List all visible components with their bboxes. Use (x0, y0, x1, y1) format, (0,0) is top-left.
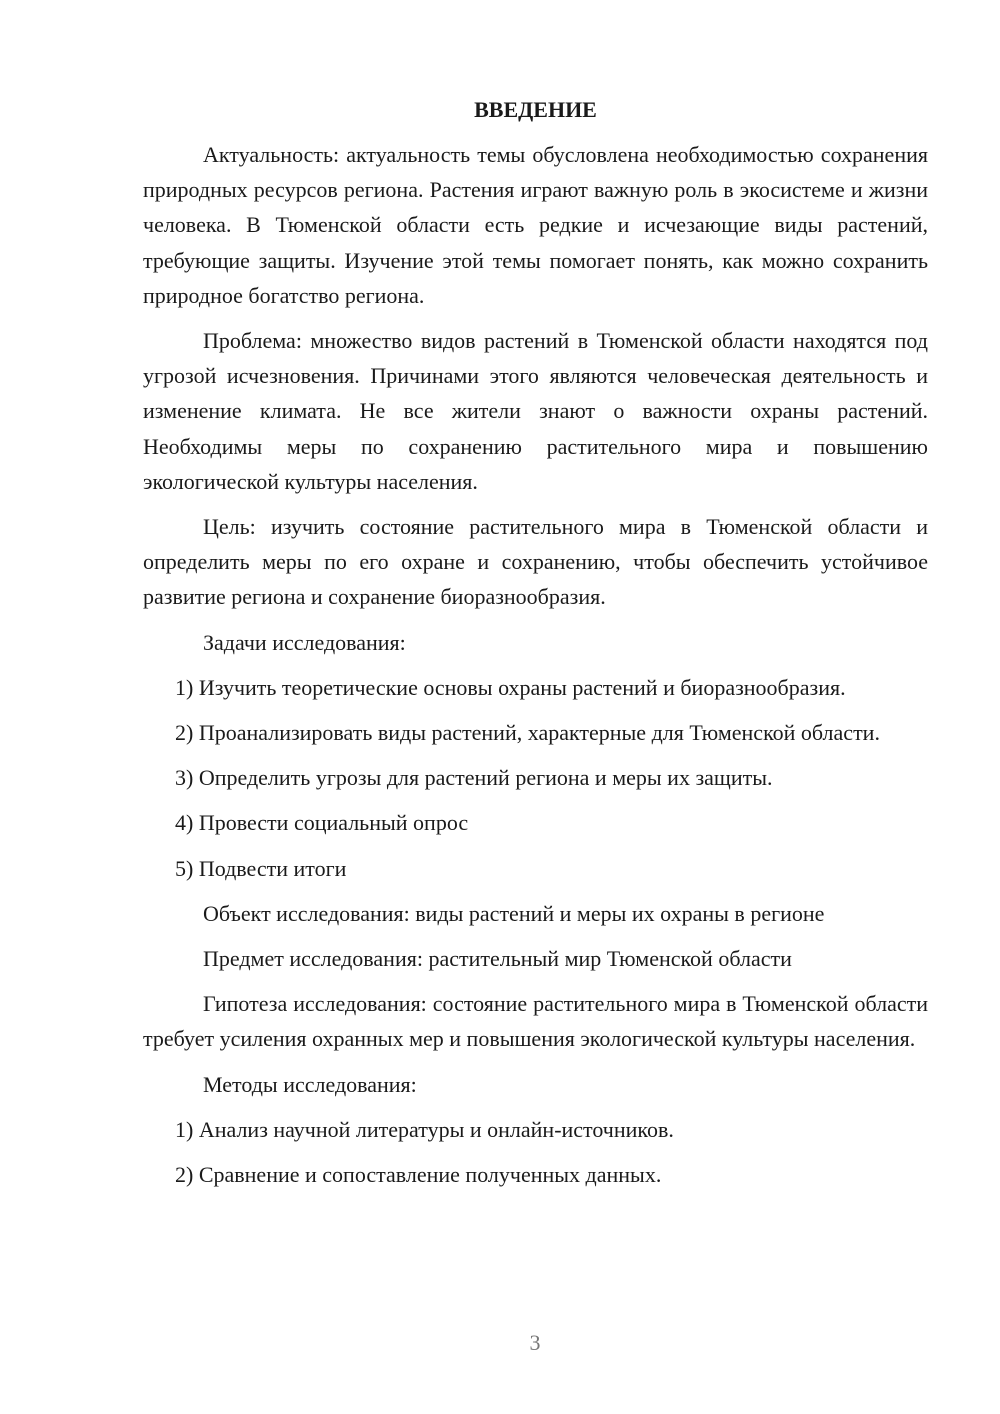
paragraph-object: Объект исследования: виды растений и меры их охраны в регионе (203, 900, 825, 926)
task-item-1: 1) Изучить теоретические основы охраны растений и биоразнообразия. (175, 674, 846, 700)
method-item-2: 2) Сравнение и сопоставление полученных данных. (175, 1162, 662, 1188)
paragraph-subject: Предмет исследования: растительный мир Тюменской области (203, 946, 792, 972)
paragraph-goal: Цель: изучить состояние растительного мира в Тюменской области и определить меры по его охране и сохранению, чтобы обеспечить устойчивое развитие региона и сохранение биоразнообразия. (143, 514, 928, 610)
task-item-2: 2) Проанализировать виды растений, характерные для Тюменской области. (175, 720, 880, 746)
task-item-3: 3) Определить угрозы для растений региона и меры их защиты. (175, 765, 773, 791)
document-page (143, 92, 928, 1202)
paragraph-hypothesis: Гипотеза исследования: состояние растительного мира в Тюменской области требует усиления охранных мер и повышения экологической культуры населения. (143, 991, 928, 1052)
page-number: 3 (529, 1330, 541, 1355)
paragraph-relevance: Актуальность: актуальность темы обусловлена необходимостью сохранения природных ресурсов региона. Растения играют важную роль в экосистеме и жизни человека. В Тюменской области есть редкие и исчезающие виды растений, требующие защиты. Изучение этой темы помогает понять, как можно сохранить природное богатство региона. (143, 142, 928, 308)
tasks-heading: Задачи исследования: (203, 629, 406, 655)
method-item-1: 1) Анализ научной литературы и онлайн-источников. (175, 1116, 674, 1142)
task-item-4: 4) Провести социальный опрос (175, 810, 469, 836)
task-item-5: 5) Подвести итоги (175, 855, 347, 881)
methods-heading: Методы исследования: (203, 1071, 417, 1097)
paragraph-problem: Проблема: множество видов растений в Тюменской области находятся под угрозой исчезновения. Причинами этого являются человеческая деятельность и изменение климата. Не все жители знают о важности охраны растений. Необходимы меры по сохранению растительного мира и повышению экологической культуры населения. (143, 328, 928, 494)
section-title: ВВЕДЕНИЕ (474, 97, 597, 122)
